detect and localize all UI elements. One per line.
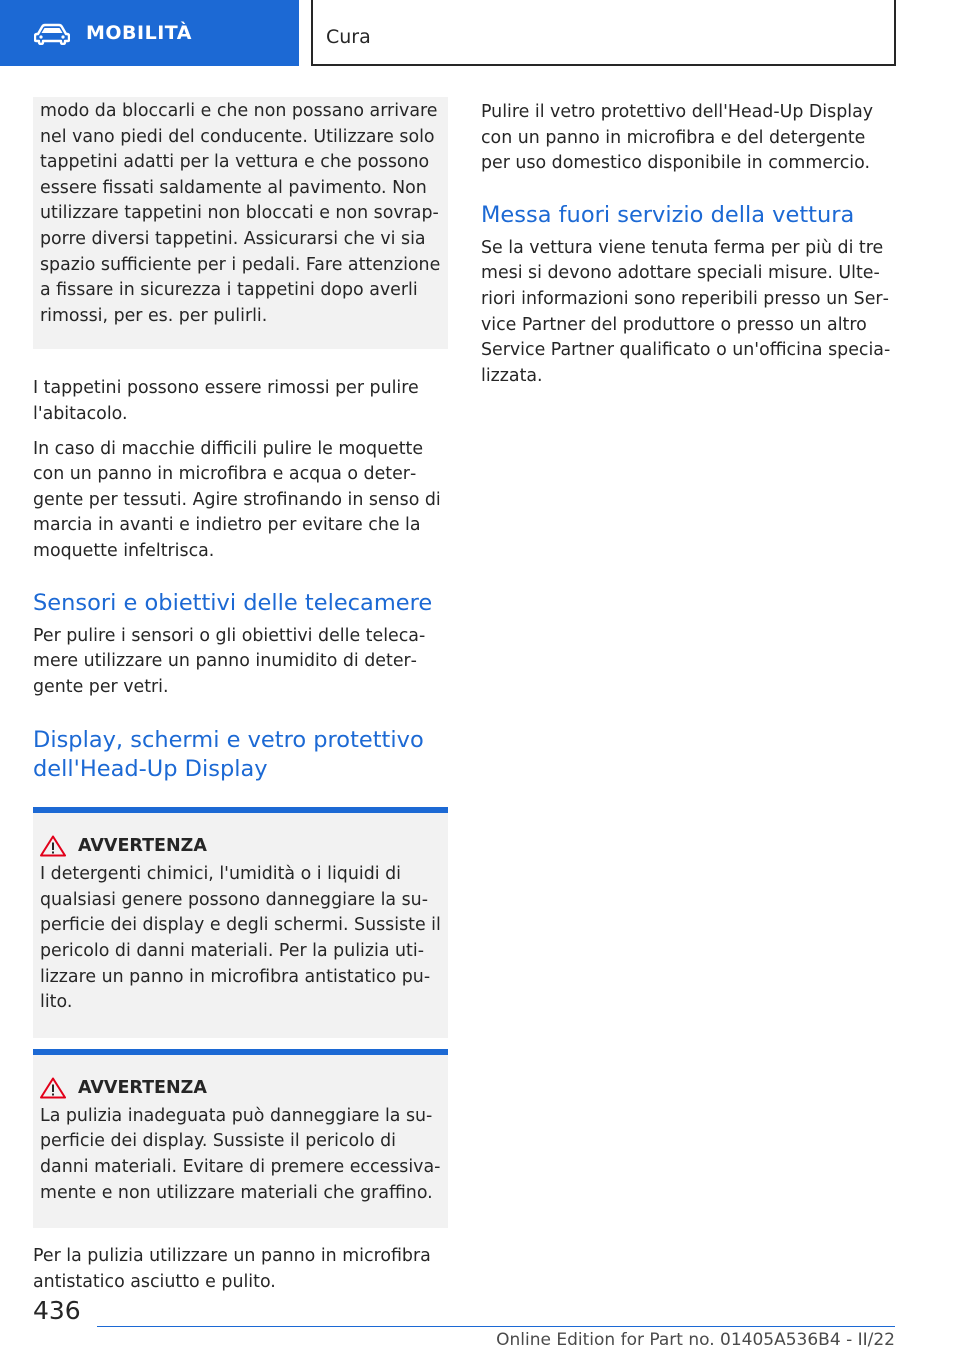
- chapter-tab[interactable]: [0, 0, 299, 66]
- heading-decommission: Messa fuori servizio della vettura: [481, 201, 855, 228]
- intro-note-box: [33, 97, 448, 349]
- warning-triangle-icon: [40, 835, 66, 857]
- warning-title-1-text: AVVERTENZA: [78, 836, 207, 857]
- right-column: [481, 100, 896, 389]
- page-number: 436: [33, 1296, 81, 1325]
- warning-title-2-text: AVVERTENZA: [78, 1077, 207, 1098]
- warning-box-1: [33, 807, 448, 1038]
- intro-note-text: modo da bloccarli e che non possano arrivare nel vano piedi del conducente. Utilizzare solo tappetini adatti per la vettura e che possono essere fissati saldamente al pavimento. Non utilizzare tappetini non bloccati e non sovrapporre diversi tappetini. Assicurarsi che vi sia spazio sufficiente per i pedali. Fare attenzione a fissare in sicurezza i tappetini dopo averli rimossi, per es. per pulirli.: [40, 101, 441, 326]
- left-column: [33, 97, 448, 1295]
- heading-sensors: Sensori e obiettivi delle telecamere: [33, 589, 433, 616]
- warning-title-1: [40, 833, 442, 859]
- footer-edition: Online Edition for Part no. 01405A536B4 - II/22: [496, 1330, 895, 1350]
- chapter-title: MOBILITÀ: [86, 22, 192, 44]
- footer-divider: [97, 1326, 895, 1327]
- warning-triangle-icon: [40, 1077, 66, 1099]
- paragraph-mats: I tappetini possono essere rimossi per pulire l'abitacolo.: [33, 378, 419, 424]
- warning-title-2: [40, 1075, 442, 1101]
- car-icon: [34, 21, 70, 45]
- warning-text-2: La pulizia inadeguata può danneggiare la superficie dei display. Sussiste il pericolo di danni materiali. Evitare di premere eccessivamente e non utilizzare materiali che graffino.: [40, 1105, 441, 1203]
- paragraph-sensors: Per pulire i sensori o gli obiettivi delle telecamere utilizzare un panno inumidito di detergente per vetri.: [33, 625, 426, 697]
- section-title: Cura: [311, 0, 896, 66]
- warning-box-2: [33, 1049, 448, 1228]
- warning-text-1: I detergenti chimici, l'umidità o i liquidi di qualsiasi genere possono danneggiare la superficie dei display e degli schermi. Sussiste il pericolo di danni materiali. Per la pulizia utilizzare un panno in microfibra antistatico pulito.: [40, 864, 441, 1013]
- paragraph-carpet: In caso di macchie difficili pulire le moquette con un panno in microfibra e acqua o detergente per tessuti. Agire strofinando in senso di marcia in avanti e indietro per evitare che la moquette infeltrisca.: [33, 438, 441, 561]
- page-header: [0, 0, 960, 66]
- paragraph-cleaning-cloth: Per la pulizia utilizzare un panno in microfibra antistatico asciutto e pulito.: [33, 1246, 431, 1292]
- paragraph-hud: Pulire il vetro protettivo dell'Head-Up Display con un panno in microfibra e del detergente per uso domestico disponibile in commercio.: [481, 102, 874, 174]
- paragraph-decommission: Se la vettura viene tenuta ferma per più di tre mesi si devono adottare speciali misure. Ulteriori informazioni sono reperibili presso un Service Partner del produttore o presso un altro Service Partner qualificato o un'officina specializzata.: [481, 237, 891, 386]
- heading-display: Display, schermi e vetro protettivo dell'Head-Up Display: [33, 727, 424, 783]
